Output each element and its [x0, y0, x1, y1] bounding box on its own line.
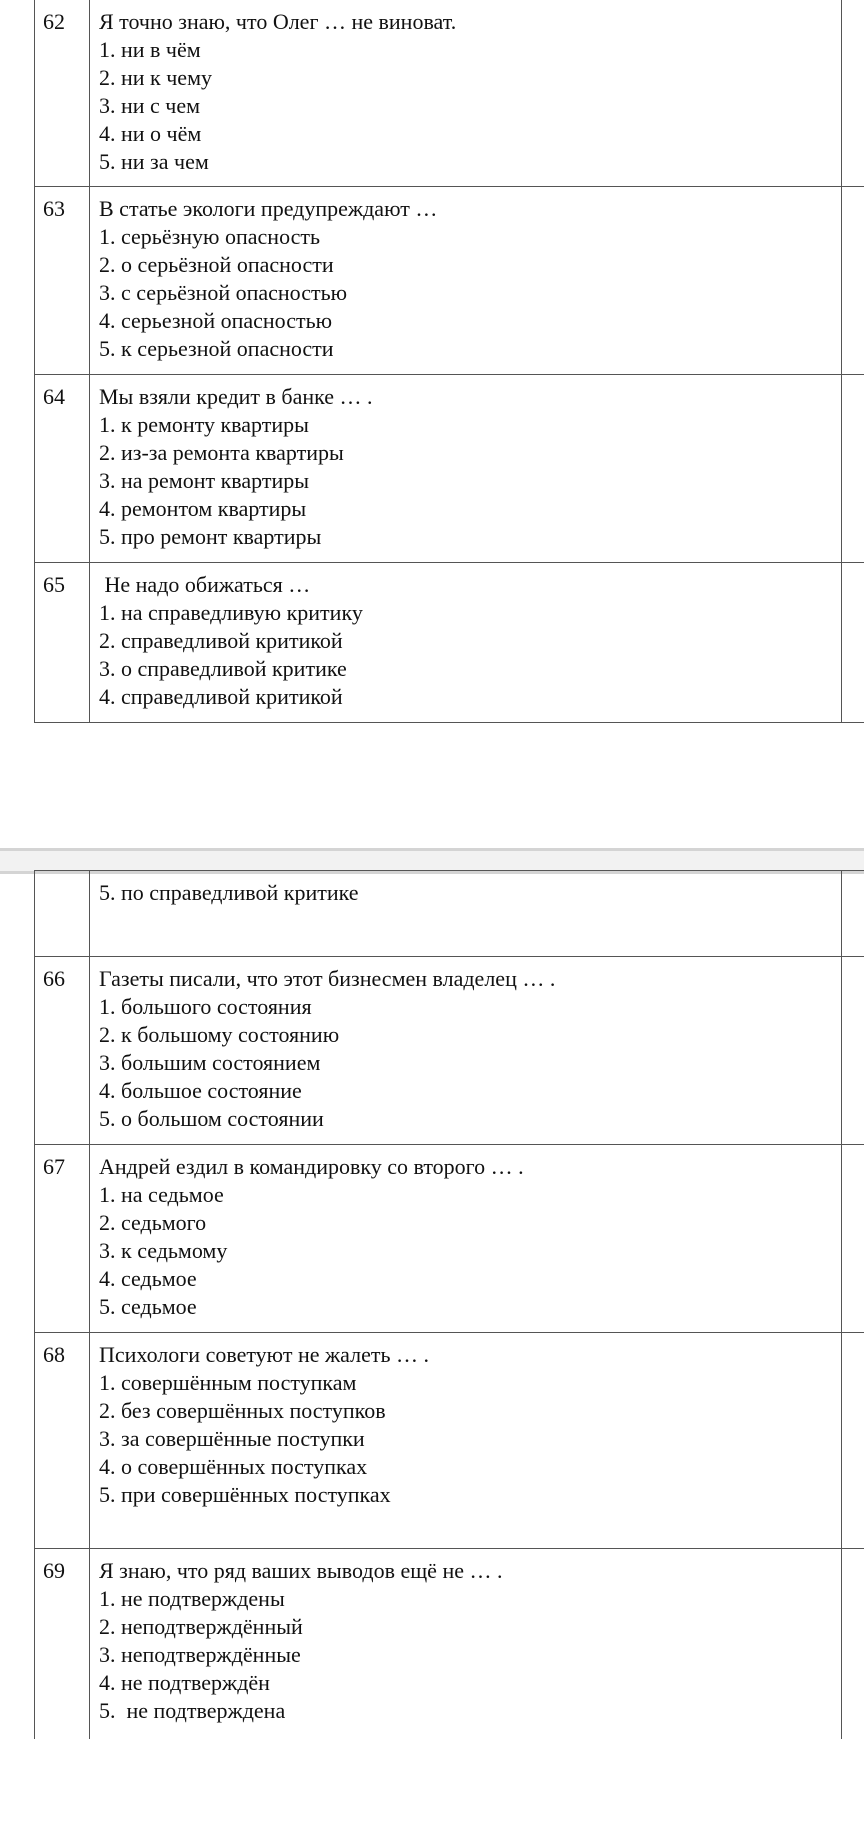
table-row [35, 1549, 864, 1739]
answer-option: 4. серьезной опасностью [99, 307, 333, 333]
table-row [35, 957, 864, 1145]
question-cell [90, 186, 842, 374]
answer-cell [842, 1333, 864, 1549]
table-row [35, 1145, 864, 1333]
question-number: 63 [35, 186, 90, 374]
answer-option: 3. с серьёзной опасностью [99, 279, 348, 305]
answer-cell [842, 1145, 864, 1333]
answer-option: 3. за совершённые поступки [99, 1426, 365, 1451]
question-text: Не надо обижаться … [99, 571, 311, 597]
question-number: 65 [35, 562, 90, 722]
answer-option: 3. на ремонт квартиры [99, 467, 310, 493]
answer-option: 3. о справедливой критике [99, 655, 347, 681]
answer-option: 5. к серьезной опасности [99, 335, 334, 361]
answer-option: 1. совершённым поступкам [99, 1370, 357, 1395]
answer-option: 5. при совершённых поступках [99, 1482, 391, 1507]
question-number: 64 [35, 374, 90, 562]
answer-option: 5. седьмое [99, 1294, 197, 1319]
answer-cell [842, 562, 864, 722]
answer-option: 4. не подтверждён [99, 1670, 270, 1695]
table-row [35, 186, 864, 374]
answer-option: 2. неподтверждённый [99, 1614, 303, 1639]
answer-option: 3. ни с чем [99, 93, 201, 118]
question-text: Психологи советуют не жалеть … . [99, 1342, 430, 1367]
answer-option: 5. про ремонт квартиры [99, 523, 322, 549]
answer-option: 4. ремонтом квартиры [99, 495, 307, 521]
question-number: 66 [35, 957, 90, 1145]
table-row [35, 871, 864, 957]
answer-cell [842, 374, 864, 562]
answer-option: 4. о совершённых поступках [99, 1454, 368, 1479]
answer-option: 2. о серьёзной опасности [99, 251, 334, 277]
question-cell [90, 1333, 842, 1549]
answer-option: 2. из-за ремонта квартиры [99, 439, 344, 465]
answer-option: 1. не подтверждены [99, 1586, 285, 1611]
answer-option: 4. справедливой критикой [99, 683, 343, 709]
question-text: Мы взяли кредит в банке … . [99, 383, 373, 409]
answer-option: 3. неподтверждённые [99, 1642, 301, 1667]
table-row [35, 1333, 864, 1549]
question-text: Я знаю, что ряд ваших выводов ещё не … . [99, 1558, 503, 1583]
answer-option: 1. на седьмое [99, 1182, 224, 1207]
answer-option: 1. на справедливую критику [99, 599, 363, 625]
question-cell [90, 562, 842, 722]
document-page-2 [0, 870, 864, 1846]
answer-option: 4. ни о чём [99, 121, 202, 146]
answer-option: 2. ни к чему [99, 65, 212, 90]
answer-cell [842, 957, 864, 1145]
question-cell [90, 374, 842, 562]
questions-table-top [34, 0, 864, 723]
answer-option: 3. большим состоянием [99, 1050, 321, 1075]
table-row [35, 374, 864, 562]
answer-cell [842, 871, 864, 957]
answer-option: 5. о большом состоянии [99, 1106, 324, 1131]
answer-option: 1. большого состояния [99, 994, 312, 1019]
answer-option: 1. к ремонту квартиры [99, 411, 309, 437]
question-cell [90, 957, 842, 1145]
question-number-empty [35, 871, 90, 957]
question-cell [90, 871, 842, 957]
answer-option: 5. не подтверждена [99, 1698, 286, 1723]
answer-option: 2. без совершённых поступков [99, 1398, 386, 1423]
answer-option: 4. большое состояние [99, 1078, 302, 1103]
question-number: 67 [35, 1145, 90, 1333]
answer-cell [842, 1549, 864, 1739]
answer-option: 5. по справедливой критике [99, 880, 359, 905]
question-text: Я точно знаю, что Олег … не виноват. [99, 9, 457, 34]
question-text: В статье экологи предупреждают … [99, 195, 438, 221]
answer-option: 2. к большому состоянию [99, 1022, 340, 1047]
questions-table-bottom [34, 870, 864, 1739]
answer-option: 2. справедливой критикой [99, 627, 343, 653]
document-page-1 [0, 0, 864, 728]
answer-option: 5. ни за чем [99, 149, 209, 174]
question-number: 69 [35, 1549, 90, 1739]
question-cell [90, 0, 842, 186]
table-row [35, 0, 864, 186]
question-text: Андрей ездил в командировку со второго … . [99, 1154, 524, 1179]
answer-cell [842, 0, 864, 186]
question-number: 62 [35, 0, 90, 186]
question-cell [90, 1549, 842, 1739]
answer-option: 1. ни в чём [99, 37, 201, 62]
question-text: Газеты писали, что этот бизнесмен владелец … . [99, 966, 556, 991]
answer-option: 3. к седьмому [99, 1238, 228, 1263]
question-number: 68 [35, 1333, 90, 1549]
answer-option: 2. седьмого [99, 1210, 207, 1235]
answer-cell [842, 186, 864, 374]
table-row [35, 562, 864, 722]
question-cell [90, 1145, 842, 1333]
answer-option: 1. серьёзную опасность [99, 223, 321, 249]
answer-option: 4. седьмое [99, 1266, 197, 1291]
